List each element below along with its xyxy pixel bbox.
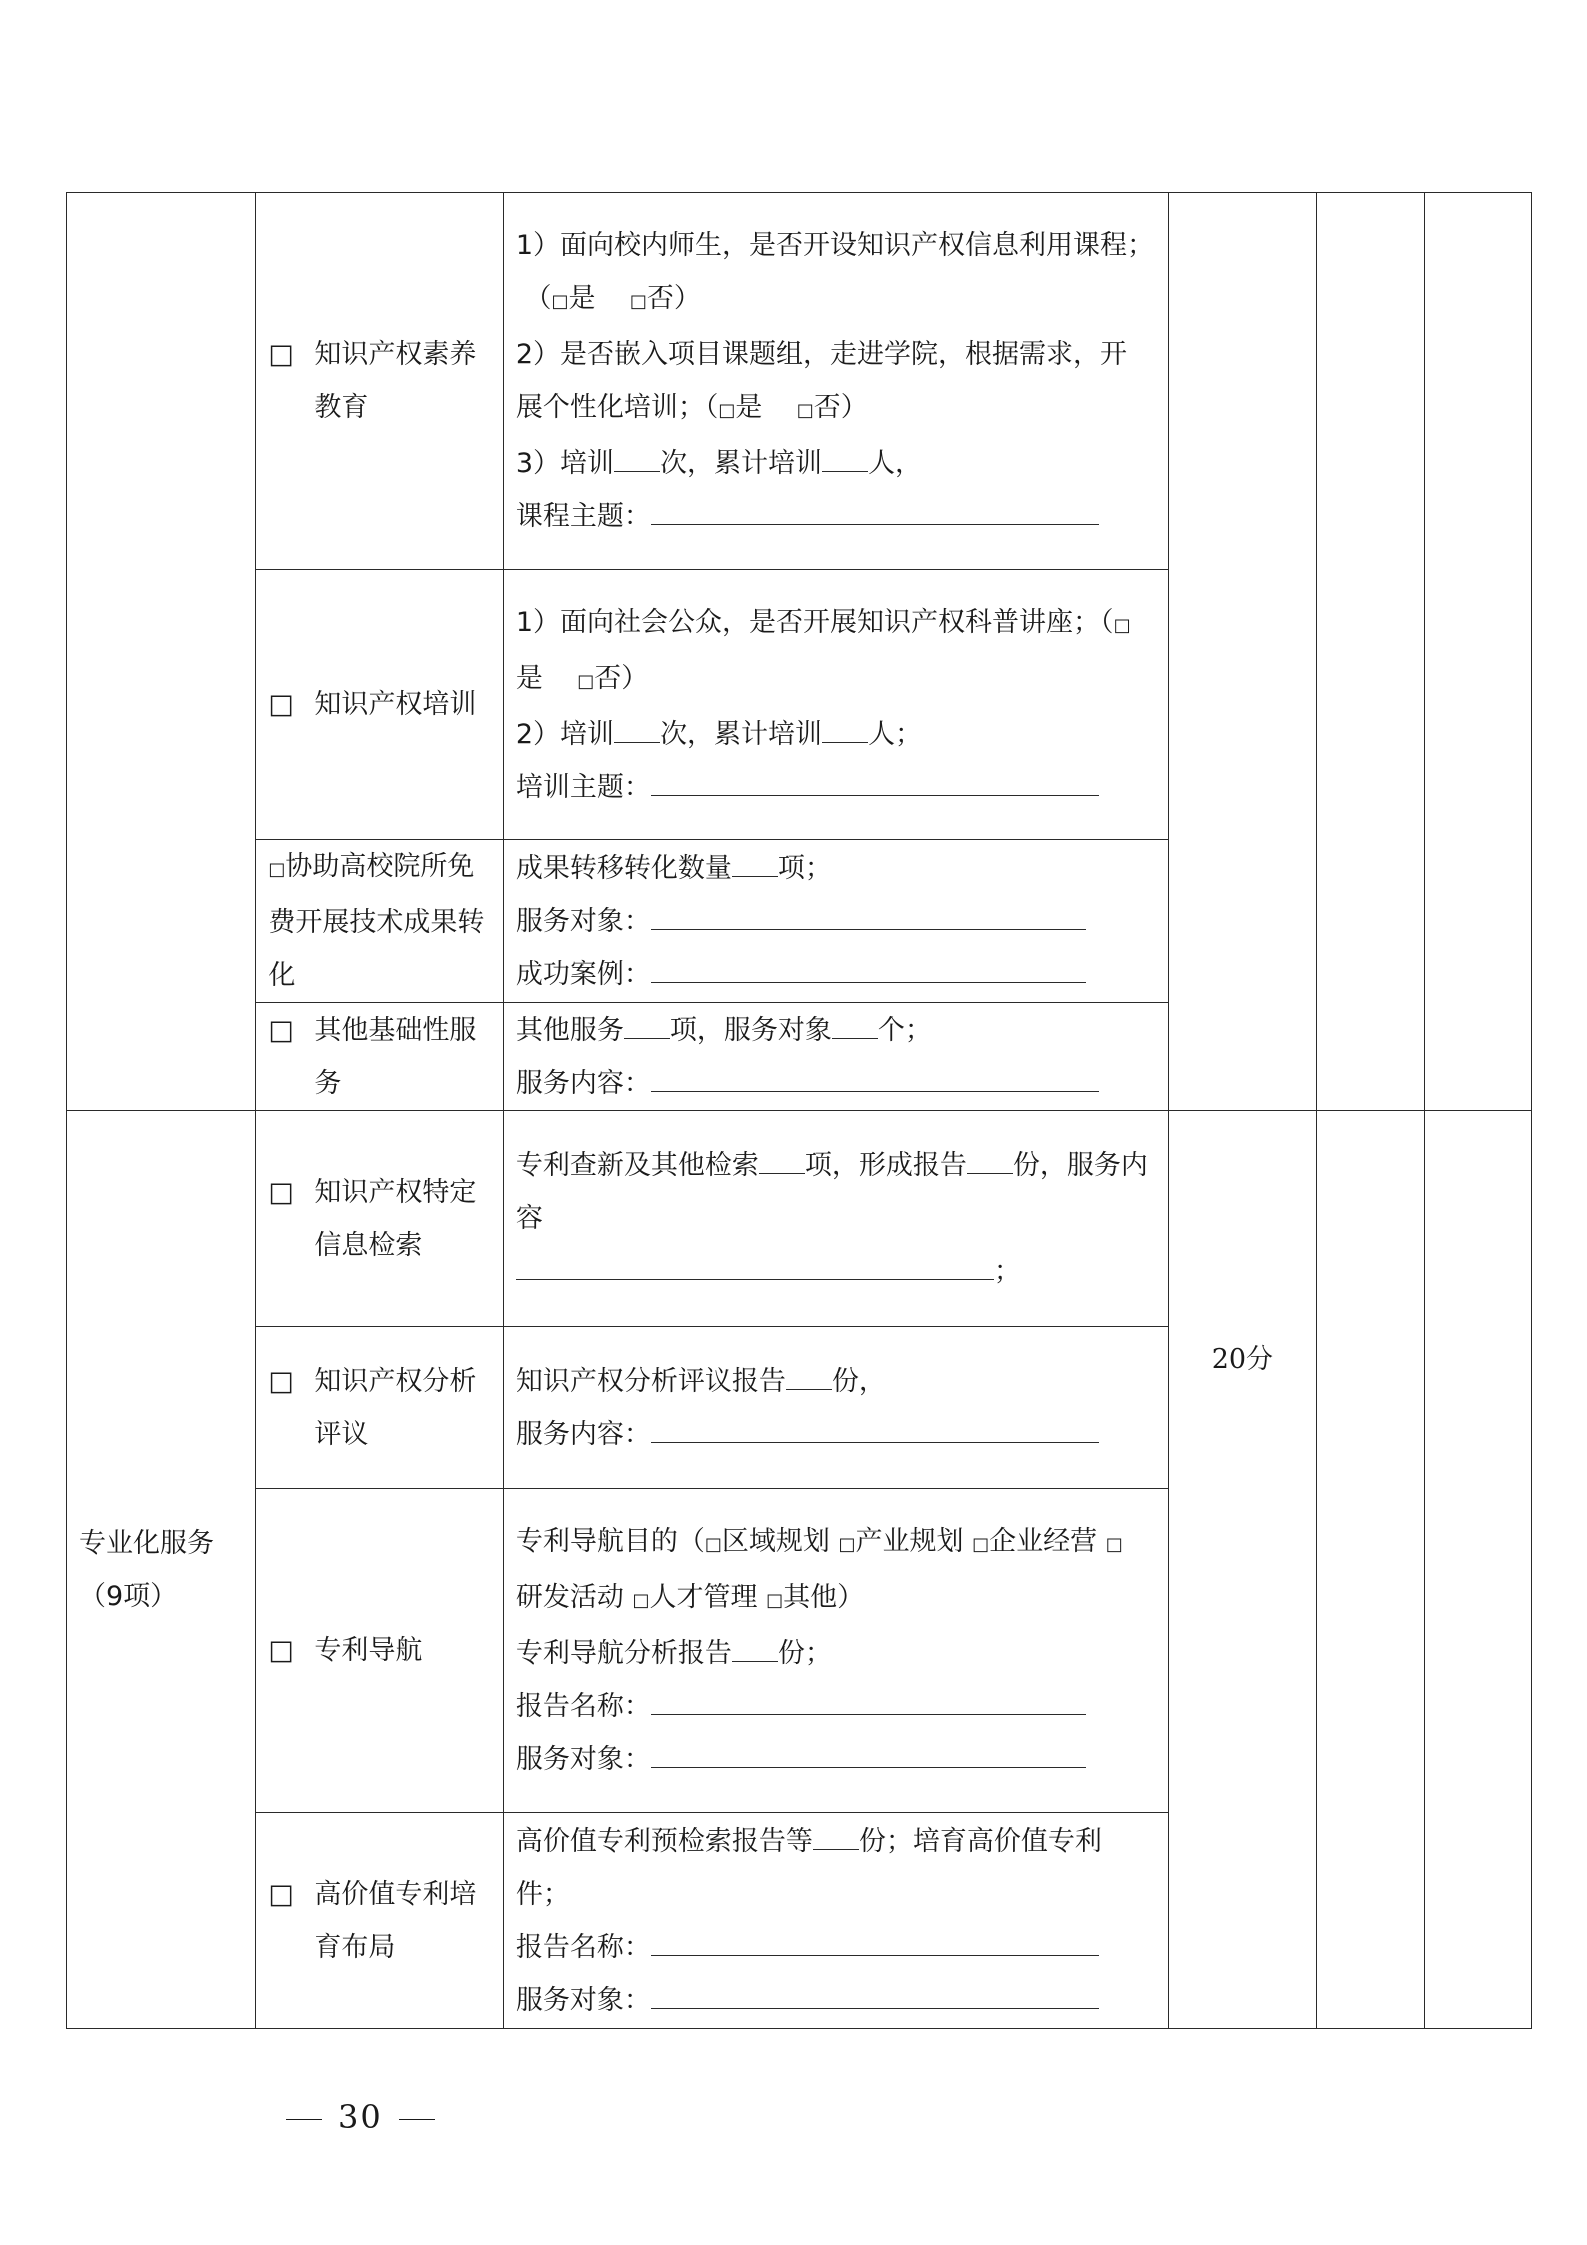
content-text: 个； bbox=[877, 1014, 932, 1046]
item-cell bbox=[256, 1489, 504, 1813]
content-text: （ bbox=[524, 283, 552, 314]
content-cell bbox=[503, 570, 1168, 840]
item-label: 知识产权培训 bbox=[314, 689, 477, 720]
option-label: 其他） bbox=[783, 1582, 865, 1613]
table-row bbox=[67, 1111, 1532, 1327]
score-value: 20分 bbox=[1211, 1344, 1274, 1375]
checkbox-icon[interactable]: □ bbox=[268, 1365, 294, 1397]
fill-line[interactable] bbox=[651, 1933, 1099, 1956]
fill-line[interactable] bbox=[651, 1420, 1099, 1443]
item-cell bbox=[256, 1111, 504, 1327]
item-label: 知识产权特定信息检索 bbox=[314, 1176, 477, 1261]
content-text: 2）培训 bbox=[515, 718, 615, 750]
yes-label: 是 bbox=[515, 662, 543, 694]
blank-cell bbox=[1424, 1111, 1531, 2029]
option-checkbox[interactable]: □ bbox=[838, 1534, 856, 1555]
fill-blank[interactable] bbox=[614, 720, 660, 743]
content-text: 成果转移转化数量 bbox=[515, 852, 732, 884]
fill-blank[interactable] bbox=[759, 1151, 805, 1174]
blank-cell bbox=[1424, 193, 1531, 1111]
content-text: 成功案例： bbox=[515, 958, 651, 990]
item-cell bbox=[256, 1327, 504, 1489]
blank-cell bbox=[1316, 1111, 1424, 2029]
content-text: ； bbox=[993, 1256, 1021, 1287]
option-label: 企业经营 bbox=[989, 1526, 1098, 1557]
content-text: 份； bbox=[777, 1638, 832, 1669]
content-cell bbox=[503, 1003, 1168, 1111]
footer-dash bbox=[399, 2119, 435, 2120]
fill-blank[interactable] bbox=[614, 449, 660, 472]
content-text: 2）是否嵌入项目课题组，走进学院，根据需求，开 bbox=[515, 339, 1128, 370]
yes-checkbox[interactable]: □ bbox=[718, 400, 736, 421]
fill-blank[interactable] bbox=[967, 1151, 1013, 1174]
content-text: 培训主题： bbox=[515, 771, 651, 803]
content-text: 次，累计培训 bbox=[660, 718, 823, 750]
fill-line[interactable] bbox=[651, 907, 1086, 930]
fill-line[interactable] bbox=[651, 1986, 1099, 2009]
content-cell bbox=[503, 1111, 1168, 1327]
checkbox-icon[interactable]: □ bbox=[268, 859, 286, 880]
content-text: 1）面向校内师生，是否开设知识产权信息利用课程； bbox=[515, 230, 1155, 261]
content-text: 件； bbox=[515, 1878, 570, 1910]
checkbox-icon[interactable]: □ bbox=[268, 1878, 294, 1910]
content-cell bbox=[503, 840, 1168, 1003]
item-cell bbox=[256, 1813, 504, 2029]
content-text: 人， bbox=[868, 448, 923, 479]
content-text: 份， bbox=[831, 1365, 886, 1397]
content-text: 报告名称： bbox=[515, 1691, 651, 1722]
checkbox-icon[interactable]: □ bbox=[268, 1014, 294, 1046]
option-checkbox[interactable]: □ bbox=[972, 1534, 990, 1555]
checkbox-icon[interactable]: □ bbox=[268, 1635, 294, 1666]
content-text: 展个性化培训；（ bbox=[515, 392, 719, 423]
content-text: 服务内容： bbox=[515, 1067, 651, 1099]
category-cell bbox=[67, 1111, 256, 2029]
fill-line[interactable] bbox=[651, 773, 1099, 796]
page-number: 30 bbox=[338, 2098, 383, 2136]
content-text: 报告名称： bbox=[515, 1931, 651, 1963]
fill-line[interactable] bbox=[651, 1692, 1086, 1715]
fill-line[interactable] bbox=[651, 960, 1086, 983]
fill-line[interactable] bbox=[651, 1745, 1086, 1768]
content-text: 课程主题： bbox=[515, 501, 651, 532]
item-label: 其他基础性服务 bbox=[314, 1014, 477, 1099]
content-cell bbox=[503, 1327, 1168, 1489]
category-name: 专业化服务 bbox=[79, 1527, 214, 1559]
blank-cell bbox=[1316, 193, 1424, 1111]
checkbox-icon[interactable]: □ bbox=[268, 689, 294, 720]
fill-blank[interactable] bbox=[732, 854, 778, 877]
no-label: 否） bbox=[646, 283, 701, 314]
score-cell bbox=[1169, 1111, 1316, 2029]
footer-dash bbox=[286, 2119, 322, 2120]
option-checkbox[interactable]: □ bbox=[632, 1590, 650, 1611]
no-label: 否） bbox=[813, 392, 868, 423]
content-text: 容 bbox=[515, 1203, 543, 1234]
content-cell bbox=[503, 1489, 1168, 1813]
checkbox-icon[interactable]: □ bbox=[268, 1176, 294, 1208]
option-label: 研发活动 bbox=[515, 1582, 624, 1613]
option-label: 人才管理 bbox=[649, 1582, 758, 1613]
category-cell-empty bbox=[67, 193, 256, 1111]
item-label: 协助高校院所免费开展技术成果转化 bbox=[268, 851, 485, 991]
content-text: 项，形成报告 bbox=[804, 1150, 967, 1181]
option-checkbox[interactable]: □ bbox=[704, 1534, 722, 1555]
no-checkbox[interactable]: □ bbox=[796, 400, 814, 421]
content-text: 3）培训 bbox=[515, 448, 615, 479]
fill-blank[interactable] bbox=[822, 720, 868, 743]
fill-blank[interactable] bbox=[786, 1367, 832, 1390]
fill-blank[interactable] bbox=[813, 1827, 859, 1850]
item-label: 高价值专利培育布局 bbox=[314, 1878, 477, 1963]
item-cell bbox=[256, 193, 504, 570]
fill-blank[interactable] bbox=[822, 449, 868, 472]
fill-line[interactable] bbox=[516, 1257, 994, 1280]
content-text: 服务对象： bbox=[515, 905, 651, 937]
yes-checkbox[interactable]: □ bbox=[551, 291, 569, 312]
option-checkbox[interactable]: □ bbox=[1105, 1534, 1123, 1555]
content-text: 专利查新及其他检索 bbox=[515, 1150, 759, 1181]
yes-checkbox[interactable]: □ bbox=[1113, 614, 1131, 636]
content-text: 服务对象： bbox=[515, 1744, 651, 1775]
page-footer bbox=[270, 2098, 451, 2136]
no-checkbox[interactable]: □ bbox=[629, 291, 647, 312]
no-label: 否） bbox=[594, 662, 649, 694]
content-text: 1）面向社会公众，是否开展知识产权科普讲座；（ bbox=[515, 606, 1114, 638]
fill-line[interactable] bbox=[651, 502, 1099, 525]
table-row bbox=[67, 193, 1532, 570]
option-label: 产业规划 bbox=[855, 1526, 964, 1557]
yes-label: 是 bbox=[735, 392, 763, 423]
content-text: 服务内容： bbox=[515, 1418, 651, 1450]
content-text: 服务对象： bbox=[515, 1984, 651, 2016]
content-text: 项，服务对象 bbox=[669, 1014, 832, 1046]
item-cell bbox=[256, 840, 504, 1003]
content-text: 项； bbox=[777, 852, 832, 884]
content-text: 其他服务 bbox=[515, 1014, 624, 1046]
no-checkbox[interactable]: □ bbox=[577, 670, 595, 692]
fill-blank[interactable] bbox=[732, 1639, 778, 1662]
item-cell bbox=[256, 570, 504, 840]
fill-line[interactable] bbox=[651, 1069, 1099, 1092]
content-text: 专利导航分析报告 bbox=[515, 1638, 732, 1669]
content-text: 次，累计培训 bbox=[660, 448, 823, 479]
service-form-table bbox=[66, 192, 1532, 2029]
content-cell bbox=[503, 1813, 1168, 2029]
item-label: 专利导航 bbox=[314, 1635, 423, 1666]
content-text: 份，服务内 bbox=[1012, 1150, 1148, 1181]
item-cell bbox=[256, 1003, 504, 1111]
checkbox-icon[interactable]: □ bbox=[268, 339, 294, 370]
score-cell-empty bbox=[1169, 193, 1316, 1111]
content-text: 份；培育高价值专利 bbox=[858, 1825, 1102, 1857]
content-text: 知识产权分析评议报告 bbox=[515, 1365, 786, 1397]
fill-blank[interactable] bbox=[624, 1016, 670, 1039]
item-label: 知识产权分析评议 bbox=[314, 1365, 477, 1450]
content-text: 高价值专利预检索报告等 bbox=[515, 1825, 813, 1857]
content-text: 人； bbox=[868, 718, 923, 750]
content-cell bbox=[503, 193, 1168, 570]
yes-label: 是 bbox=[568, 283, 596, 314]
option-checkbox[interactable]: □ bbox=[766, 1590, 784, 1611]
content-text: 专利导航目的（ bbox=[515, 1526, 705, 1557]
item-label: 知识产权素养教育 bbox=[314, 339, 477, 423]
fill-blank[interactable] bbox=[832, 1016, 878, 1039]
option-label: 区域规划 bbox=[721, 1526, 830, 1557]
category-count: （9项） bbox=[79, 1580, 178, 1612]
